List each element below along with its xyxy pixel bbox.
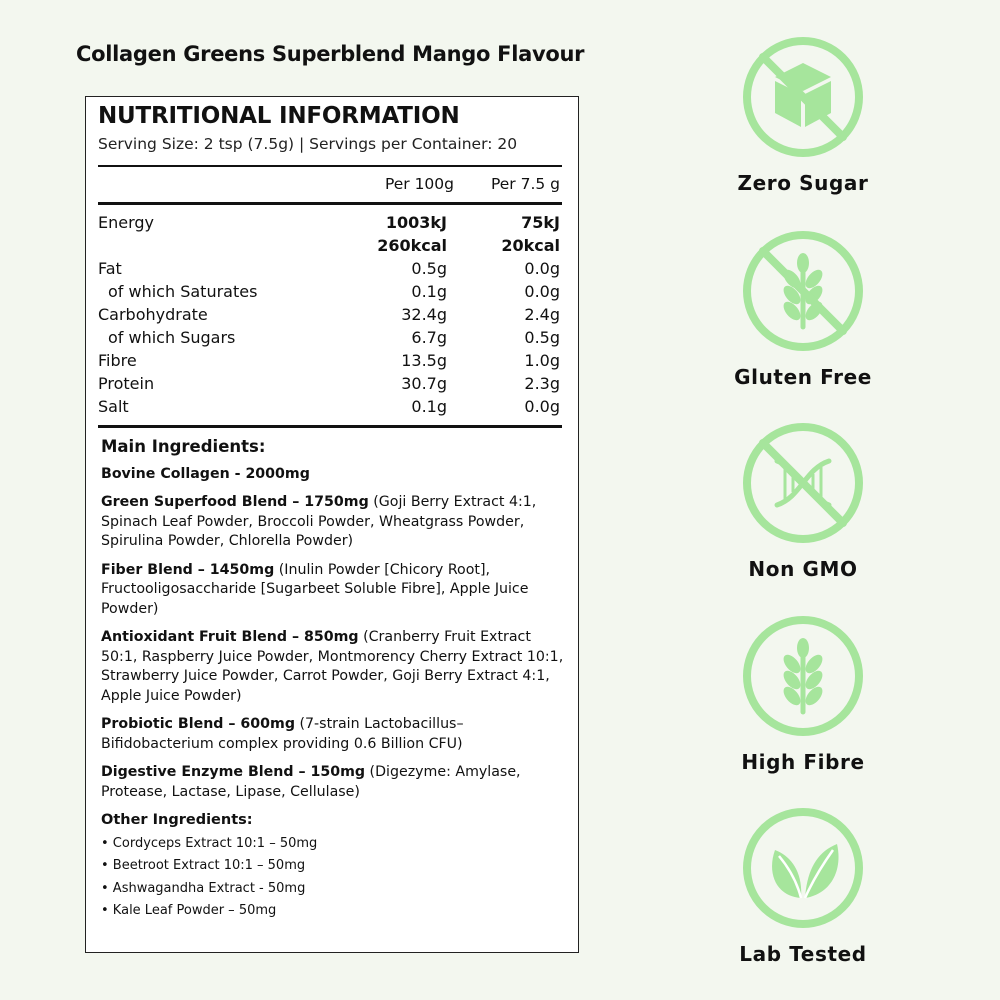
energy-kj-per-serving: 75kJ xyxy=(521,213,560,232)
nutrient-row-energy-kcal xyxy=(98,236,560,259)
column-header-per-serving: Per 7.5 g xyxy=(490,175,560,193)
wheat-crossed-icon xyxy=(741,229,865,353)
badge-label: Non GMO xyxy=(748,557,858,581)
ingredient-blend xyxy=(101,561,566,620)
badge-label: Zero Sugar xyxy=(737,171,869,195)
energy-kcal-per100: 260kcal xyxy=(377,236,447,255)
nutrient-value-per100: 0.1g xyxy=(411,397,447,416)
blend-name: Antioxidant Fruit Blend – 850mg xyxy=(101,629,359,645)
nutrient-value-per-serving: 2.3g xyxy=(524,374,560,393)
other-ingredient-item: • Ashwagandha Extract - 50mg xyxy=(101,880,306,896)
nutrient-row-energy xyxy=(98,213,560,236)
ingredient-blend xyxy=(101,715,566,754)
ingredient-blend xyxy=(101,493,566,552)
badge-high-fibre xyxy=(713,614,893,774)
nutrient-label: Salt xyxy=(98,397,129,416)
blend-name: Green Superfood Blend – 1750mg xyxy=(101,494,369,510)
badge-gluten-free xyxy=(713,229,893,389)
blend-detail: (7-strain Lactobacillus–Bifidobacterium complex providing 0.6 Billion CFU) xyxy=(101,716,464,752)
sugar-cube-crossed-icon xyxy=(741,35,865,159)
dna-crossed-icon xyxy=(741,421,865,545)
nutrient-label: of which Sugars xyxy=(108,328,236,347)
nutrient-row-carbohydrate xyxy=(98,305,560,328)
nutrient-value-per100: 30.7g xyxy=(401,374,447,393)
badge-label: High Fibre xyxy=(741,750,865,774)
blend-name: Fiber Blend – 1450mg xyxy=(101,561,275,578)
blend-name: Probiotic Blend – 600mg xyxy=(101,716,295,732)
nutrient-value-per100: 13.5g xyxy=(401,351,447,370)
nutrient-value-per-serving: 1.0g xyxy=(524,351,560,370)
other-ingredient-item: • Cordyceps Extract 10:1 – 50mg xyxy=(101,835,318,851)
nutrient-value-per-serving: 0.5g xyxy=(524,328,560,347)
ingredient-blend xyxy=(101,628,566,706)
badge-label: Gluten Free xyxy=(734,365,872,389)
other-ingredient-item: • Kale Leaf Powder – 50mg xyxy=(101,903,277,918)
product-title: Collagen Greens Superblend Mango Flavour xyxy=(76,42,585,66)
ingredients-heading: Main Ingredients: xyxy=(101,437,266,456)
nutrient-row-saturates xyxy=(98,282,560,305)
badge-lab-tested xyxy=(713,806,893,966)
nutrient-row-salt xyxy=(98,397,560,420)
serving-info: Serving Size: 2 tsp (7.5g) | Servings per Container: 20 xyxy=(98,135,518,153)
nutrient-value-per100: 0.5g xyxy=(411,259,447,278)
other-ingredients-heading: Other Ingredients: xyxy=(101,812,253,828)
divider xyxy=(98,165,562,167)
nutrient-value-per-serving: 0.0g xyxy=(524,282,560,301)
nutrition-heading: NUTRITIONAL INFORMATION xyxy=(98,103,460,129)
nutrient-label: Carbohydrate xyxy=(98,305,208,324)
nutrient-label: Fat xyxy=(98,259,122,278)
nutrient-row-protein xyxy=(98,374,560,397)
blend-detail: (Goji Berry Extract 4:1, Spinach Leaf Powder, Broccoli Powder, Wheatgrass Powder, Spirulina Powder, Chlorella Powder) xyxy=(101,494,537,549)
nutrient-value-per-serving: 2.4g xyxy=(524,305,560,324)
nutrient-value-per100: 32.4g xyxy=(401,305,447,324)
nutrient-label: Fibre xyxy=(98,351,137,370)
energy-kcal-per-serving: 20kcal xyxy=(501,236,560,255)
divider xyxy=(98,425,562,428)
nutrient-value-per-serving: 0.0g xyxy=(524,259,560,278)
ingredient-blend xyxy=(101,763,566,802)
blend-detail: (Cranberry Fruit Extract 50:1, Raspberry Juice Powder, Montmorency Cherry Extract 10:1, Strawberry Juice Powder, Carrot Powder, Goji Berry Extract 4:1, Apple Juice Powder) xyxy=(101,629,564,704)
badge-label: Lab Tested xyxy=(739,942,867,966)
nutrition-panel xyxy=(85,96,579,953)
nutrient-label: Energy xyxy=(98,213,155,232)
energy-kj-per100: 1003kJ xyxy=(385,213,447,232)
column-header-per100g: Per 100g xyxy=(384,175,454,193)
nutrient-row-fat xyxy=(98,259,560,282)
badge-zero-sugar xyxy=(713,35,893,195)
nutrient-label: of which Saturates xyxy=(108,282,258,301)
leaves-icon xyxy=(741,806,865,930)
nutrient-row-sugars xyxy=(98,328,560,351)
nutrient-value-per100: 6.7g xyxy=(411,328,447,347)
blend-detail: (Digezyme: Amylase, Protease, Lactase, Lipase, Cellulase) xyxy=(101,764,521,800)
badge-non-gmo xyxy=(713,421,893,581)
nutrient-value-per100: 0.1g xyxy=(411,282,447,301)
other-ingredient-item: • Beetroot Extract 10:1 – 50mg xyxy=(101,858,306,873)
nutrient-value-per-serving: 0.0g xyxy=(524,397,560,416)
blend-name: Bovine Collagen - 2000mg xyxy=(101,465,310,482)
nutrient-row-fibre xyxy=(98,351,560,374)
blend-detail: (Inulin Powder [Chicory Root], Fructooligosaccharide [Sugarbeet Soluble Fibre], Apple Juice Powder) xyxy=(101,561,529,617)
divider xyxy=(98,202,562,205)
ingredients-section xyxy=(101,437,566,923)
nutrient-label: Protein xyxy=(98,374,155,393)
blend-name: Digestive Enzyme Blend – 150mg xyxy=(101,764,366,780)
wheat-icon xyxy=(741,614,865,738)
ingredient-blend xyxy=(101,465,566,485)
